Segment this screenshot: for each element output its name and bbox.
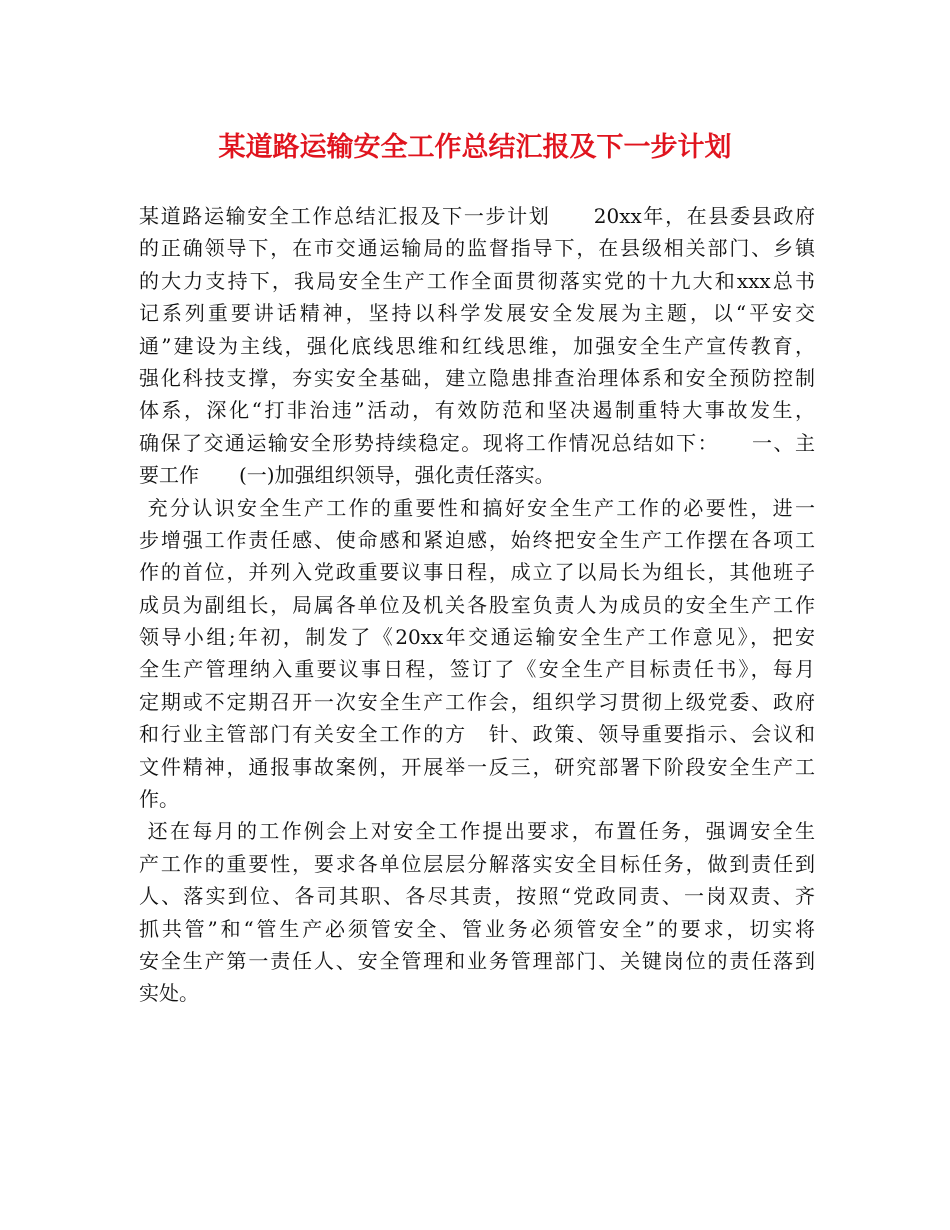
paragraph-line: 人、落实到位、各司其职、各尽其责，按照“党政同责、一岗双责、齐 (139, 884, 815, 909)
paragraph-line: 定期或不定期召开一次安全生产工作会，组织学习贯彻上级党委、政府 (139, 689, 815, 714)
paragraph-line: 记系列重要讲话精神，坚持以科学发展安全发展为主题，以“平安交 (139, 301, 815, 326)
paragraph-line: 领导小组;年初，制发了《20xx年交通运输安全生产工作意见》，把安 (139, 625, 815, 650)
document-body (139, 200, 815, 1010)
paragraph-line: 体系，深化“打非治违”活动，有效防范和坚决遏制重特大事故发生， (139, 398, 815, 423)
paragraph-line: 作的首位，并列入党政重要议事日程，成立了以局长为组长，其他班子 (139, 560, 815, 585)
paragraph-line: 还在每月的工作例会上对安全工作提出要求，布置任务，强调安全生 (139, 819, 815, 844)
paragraph-line: 产工作的重要性，要求各单位层层分解落实安全目标任务，做到责任到 (139, 851, 815, 876)
paragraph-line: 实处。 (139, 981, 199, 1006)
paragraph-line: 某道路运输安全工作总结汇报及下一步计划 20xx年，在县委县政府 (139, 204, 815, 228)
paragraph-line: 的正确领导下，在市交通运输局的监督指导下，在县级相关部门、乡镇 (139, 236, 815, 261)
paragraph-line: 要工作 (一)加强组织领导，强化责任落实。 (139, 463, 555, 488)
paragraph-line: 的大力支持下，我局安全生产工作全面贯彻落实党的十九大和xxx总书 (139, 268, 815, 293)
document-title: 某道路运输安全工作总结汇报及下一步计划 (218, 132, 732, 163)
paragraph-line: 安全生产第一责任人、安全管理和业务管理部门、关键岗位的责任落到 (139, 948, 815, 973)
paragraph-line: 抓共管”和“管生产必须管安全、管业务必须管安全”的要求，切实将 (139, 916, 815, 941)
paragraph-line: 步增强工作责任感、使命感和紧迫感，始终把安全生产工作摆在各项工 (139, 527, 815, 552)
paragraph-line: 确保了交通运输安全形势持续稳定。现将工作情况总结如下： 一、主 (139, 430, 815, 455)
paragraph-line: 作。 (139, 787, 179, 812)
paragraph-line: 强化科技支撑，夯实安全基础，建立隐患排查治理体系和安全预防控制 (139, 365, 815, 390)
paragraph-line: 充分认识安全生产工作的重要性和搞好安全生产工作的必要性，进一 (139, 495, 815, 520)
paragraph-line: 通”建设为主线，强化底线思维和红线思维，加强安全生产宣传教育， (139, 333, 815, 358)
paragraph-line: 成员为副组长，局属各单位及机关各股室负责人为成员的安全生产工作 (139, 592, 815, 617)
paragraph-line: 和行业主管部门有关安全工作的方 针、政策、领导重要指示、会议和 (139, 722, 815, 747)
paragraph-line: 全生产管理纳入重要议事日程，签订了《安全生产目标责任书》，每月 (139, 657, 815, 682)
paragraph-line: 文件精神，通报事故案例，开展举一反三，研究部署下阶段安全生产工 (139, 754, 815, 779)
